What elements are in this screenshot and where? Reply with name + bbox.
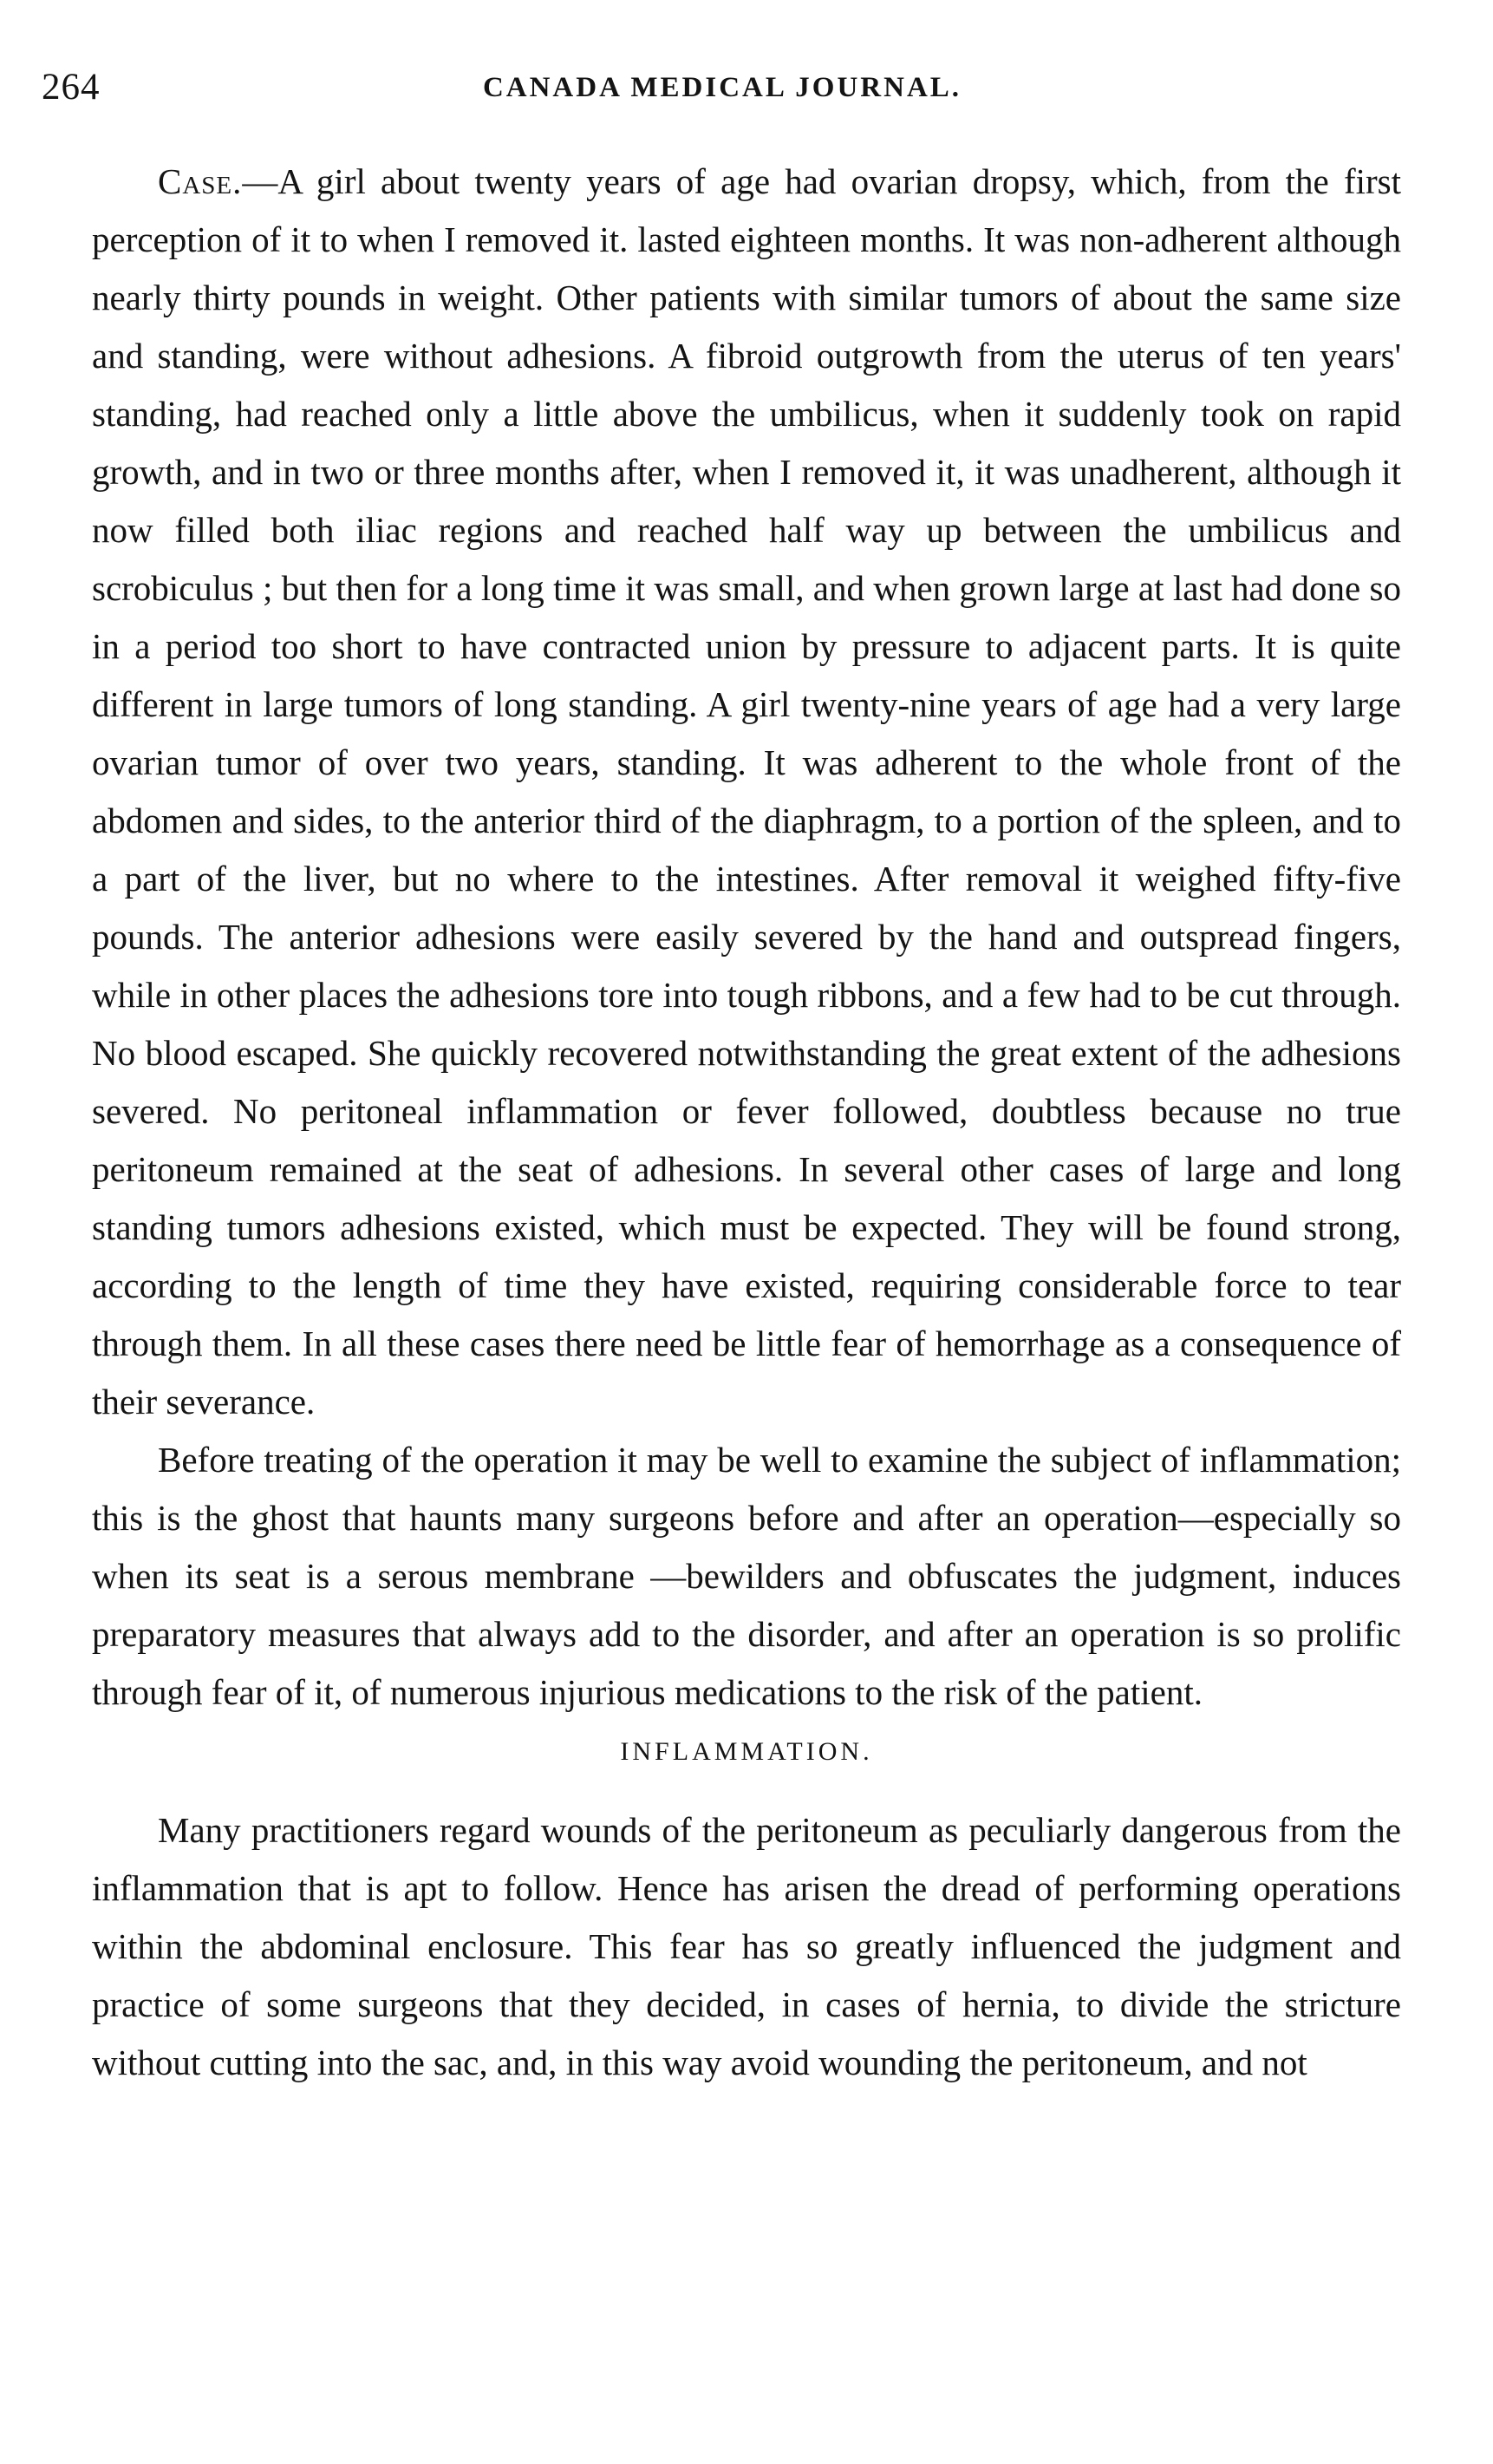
case-lead: Case. [158, 161, 243, 201]
paragraph-text: —A girl about twenty years of age had ovarian dropsy, which, from the first perception of it to when I removed it. lasted eighteen months. It was non-adherent although nearly thirty pounds in weight. Other patients with similar tumors of about the same size and standing, were without adhesions. A fibroid outgrowth from the uterus of ten years' standing, had reached only a little above the umbilicus, when it suddenly took on rapid growth, and in two or three months after, when I removed it, it was unadherent, although it now filled both iliac regions and reached half way up between the umbilicus and scrobiculus ; but then for a long time it was small, and when grown large at last had done so in a period too short to have contracted union by pressure to adjacent parts. It is quite different in large tumors of long standing. A girl twenty-nine years of age had a very large ovarian tumor of over two years, standing. It was adherent to the whole front of the abdomen and sides, to the anterior third of the diaphragm, to a portion of the spleen, and to a part of the liver, but no where to the intestines. After removal it weighed fifty-five pounds. The anterior adhesions were easily severed by the hand and outspread fingers, while in other places the adhesions tore into tough ribbons, and a few had to be cut through. No blood escaped. She quickly recovered notwithstanding the great extent of the adhesions severed. No peritoneal inflammation or fever followed, doubtless because no true peritoneum remained at the seat of adhesions. In several other cases of large and long standing tumors adhesions existed, which must be expected. They will be found strong, according to the length of time they have existed, requiring considerable force to tear through them. In all these cases there need be little fear of hemorrhage as a consequence of their severance. [92, 161, 1401, 1422]
paragraph-text: Many practitioners regard wounds of the peritoneum as peculiarly dangerous from the inflammation that is apt to follow. Hence has arisen the dread of performing operations within the abdominal enclosure. This fear has so greatly influenced the judgment and practice of some surgeons that they decided, in cases of hernia, to divide the stricture without cutting into the sac, and, in this way avoid wounding the peritoneum, and not [92, 1810, 1401, 2082]
paragraph-text: Before treating of the operation it may be well to examine the subject of inflammation; this is the ghost that haunts many surgeons before and after an operation—especially so when its seat is a serous membrane —bewilders and obfuscates the judgment, induces preparatory measures that always add to the disorder, and after an operation is so prolific through fear of it, of numerous injurious medications to the risk of the patient. [92, 1440, 1401, 1712]
paragraph-case [92, 153, 1401, 1431]
page-header [42, 57, 1403, 118]
paragraph-inflammation [92, 1801, 1401, 2092]
paragraph-operation [92, 1431, 1401, 1722]
page-number: 264 [42, 67, 101, 108]
section-heading: INFLAMMATION. [620, 1737, 873, 1766]
running-head: CANADA MEDICAL JOURNAL. [482, 72, 962, 103]
article-body [92, 153, 1401, 2092]
